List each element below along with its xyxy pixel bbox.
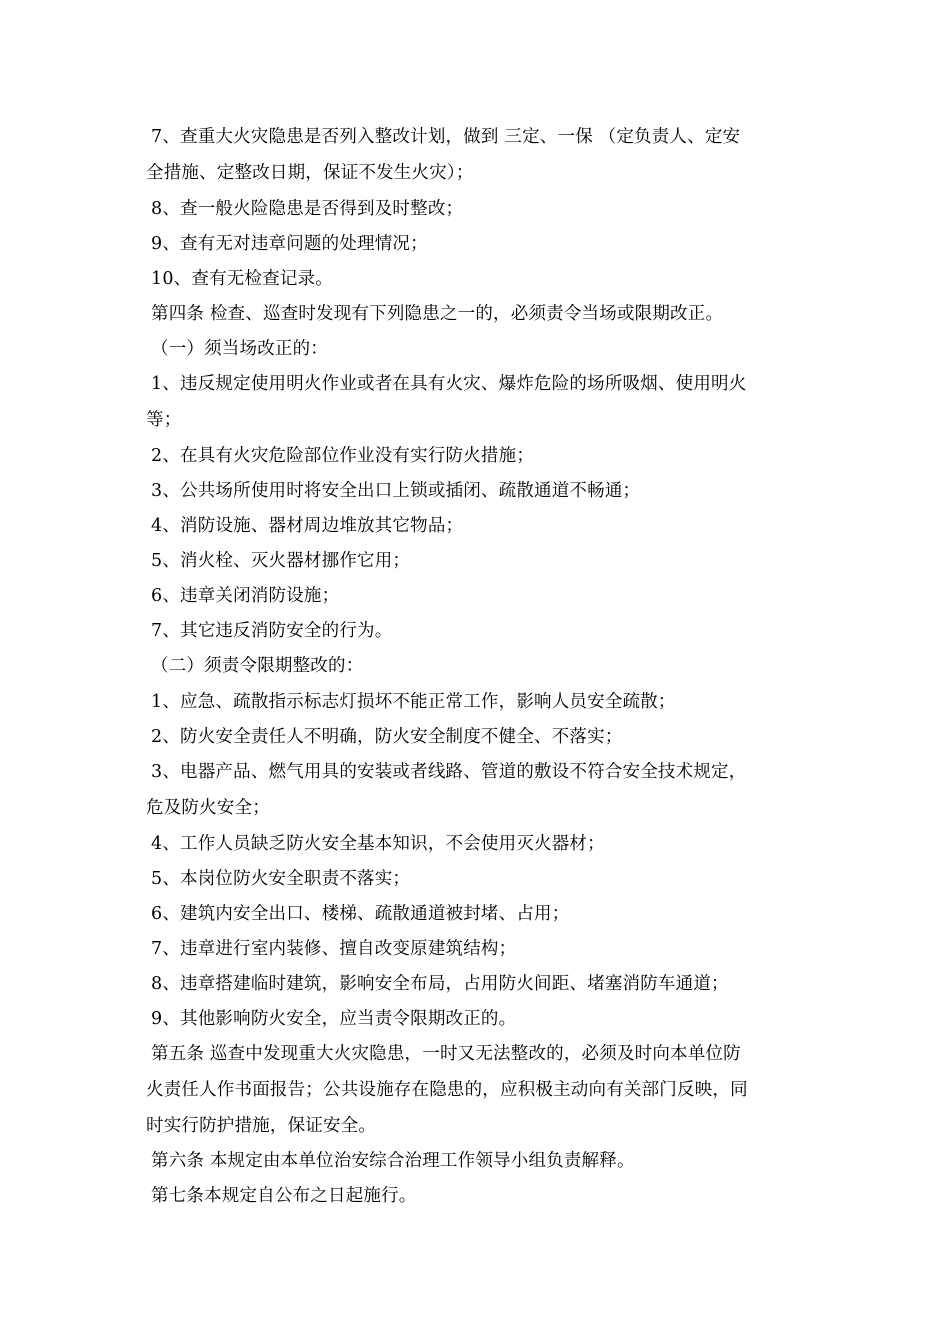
text-line: 10、查有无检查记录。	[151, 269, 333, 289]
text-line: 第七条本规定自公布之日起施行。	[151, 1186, 417, 1206]
text-line: 8、查一般火险隐患是否得到及时整改；	[151, 199, 464, 219]
text-line: 第六条 本规定由本单位治安综合治理工作领导小组负责解释。	[151, 1151, 635, 1171]
text-line: （一）须当场改正的：	[151, 339, 328, 359]
text-line: 6、建筑内安全出口、楼梯、疏散通道被封堵、占用；	[151, 904, 570, 924]
text-line: 3、电器产品、燃气用具的安装或者线路、管道的敷设不符合安全技术规定，	[151, 762, 747, 782]
text-line: 第四条 检查、巡查时发现有下列隐患之一的，必须责令当场或限期改正。	[151, 304, 724, 324]
text-line: 7、违章进行室内装修、擅自改变原建筑结构；	[151, 939, 517, 959]
text-line: 5、消火栓、灭火器材挪作它用；	[151, 551, 411, 571]
text-line: 7、其它违反消防安全的行为。	[151, 621, 393, 641]
text-line: 6、违章关闭消防设施；	[151, 586, 340, 606]
text-line: 9、查有无对违章问题的处理情况；	[151, 234, 428, 254]
text-line: 9、其他影响防火安全，应当责令限期改正的。	[151, 1009, 517, 1029]
text-line: 5、本岗位防火安全职责不落实；	[151, 869, 411, 889]
text-line: 危及防火安全；	[146, 798, 270, 818]
text-line: 8、违章搭建临时建筑，影响安全布局，占用防火间距、堵塞消防车通道；	[151, 974, 729, 994]
text-line: 4、工作人员缺乏防火安全基本知识，不会使用灭火器材；	[151, 834, 605, 854]
text-line: 7、查重大火灾隐患是否列入整改计划，做到 三定、一保 （定负责人、定安	[151, 127, 741, 147]
text-line: 1、应急、疏散指示标志灯损坏不能正常工作，影响人员安全疏散；	[151, 692, 676, 712]
text-line: 第五条 巡查中发现重大火灾隐患，一时又无法整改的，必须及时向本单位防	[151, 1044, 741, 1064]
text-line: 时实行防护措施，保证安全。	[146, 1116, 377, 1136]
text-line: 4、消防设施、器材周边堆放其它物品；	[151, 516, 464, 536]
text-line: 2、在具有火灾危险部位作业没有实行防火措施；	[151, 446, 535, 466]
text-line: （二）须责令限期整改的：	[151, 656, 364, 676]
text-line: 3、公共场所使用时将安全出口上锁或插闭、疏散通道不畅通；	[151, 481, 641, 501]
text-line: 全措施、定整改日期，保证不发生火灾）；	[146, 163, 474, 183]
text-line: 火责任人作书面报告；公共设施存在隐患的，应积极主动向有关部门反映，同	[146, 1080, 748, 1100]
text-line: 1、违反规定使用明火作业或者在具有火灾、爆炸危险的场所吸烟、使用明火	[151, 374, 747, 394]
text-line: 等；	[146, 410, 182, 430]
text-line: 2、防火安全责任人不明确，防火安全制度不健全、不落实；	[151, 727, 623, 747]
